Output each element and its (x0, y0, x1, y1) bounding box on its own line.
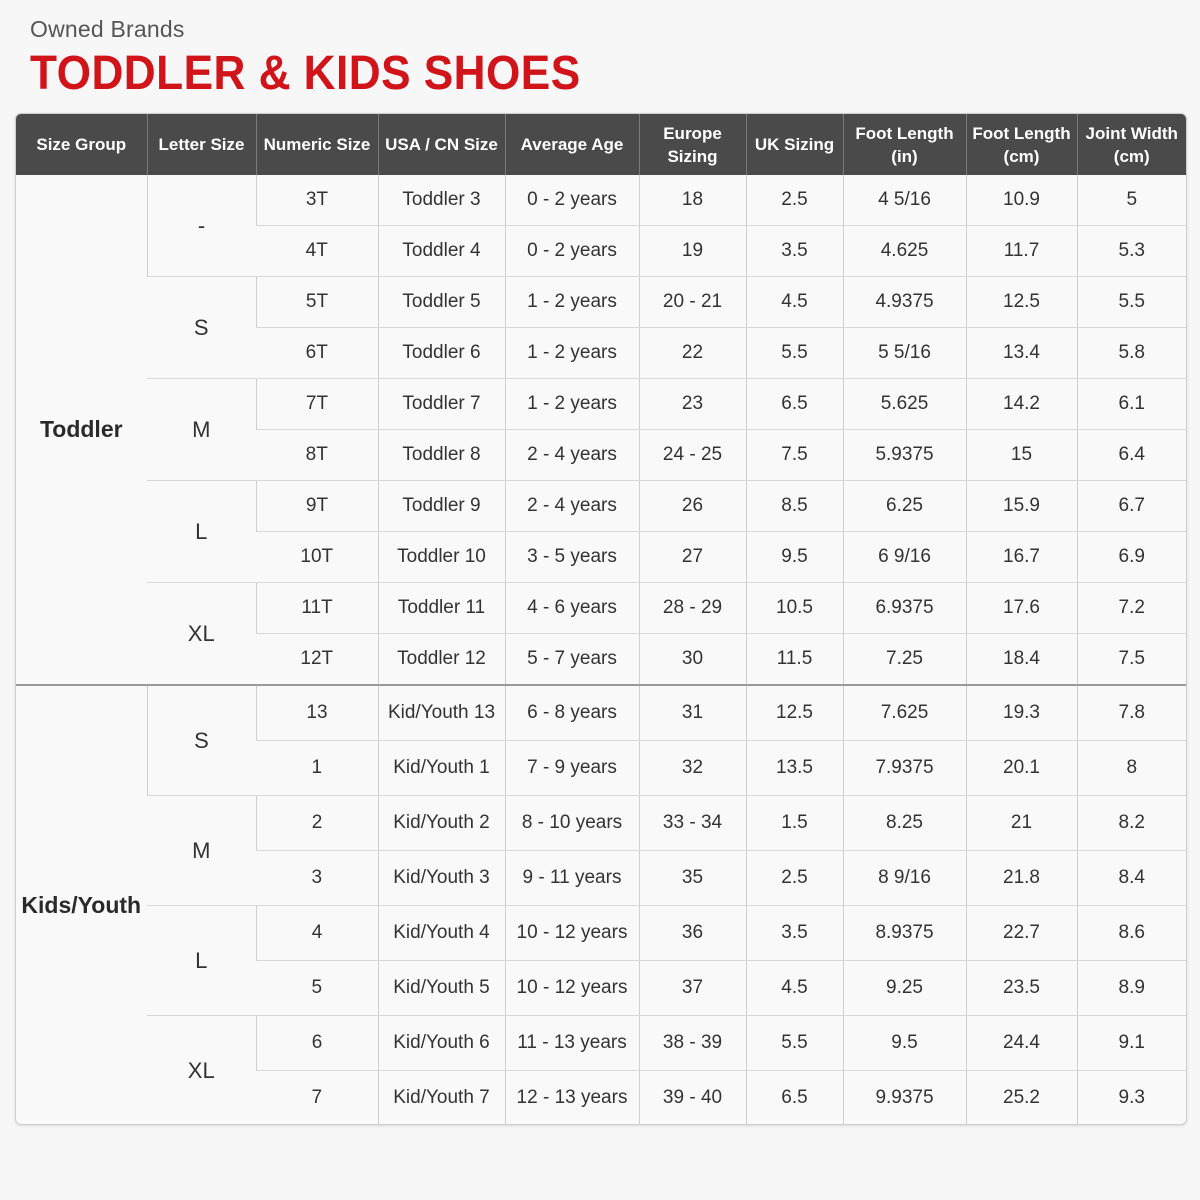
foot-length-cm-cell: 10.9 (966, 175, 1077, 226)
numeric-size-cell: 11T (256, 583, 378, 634)
europe-size-cell: 32 (639, 741, 746, 796)
letter-size-cell: XL (147, 1016, 256, 1126)
average-age-cell: 2 - 4 years (505, 481, 639, 532)
joint-width-cm-cell: 7.8 (1077, 685, 1186, 741)
uk-size-cell: 1.5 (746, 796, 843, 851)
usa-cn-size-cell: Toddler 12 (378, 634, 505, 686)
foot-length-cm-cell: 12.5 (966, 277, 1077, 328)
numeric-size-cell: 3T (256, 175, 378, 226)
europe-size-cell: 23 (639, 379, 746, 430)
average-age-cell: 8 - 10 years (505, 796, 639, 851)
foot-length-in-cell: 5 5/16 (843, 328, 966, 379)
foot-length-in-cell: 8 9/16 (843, 851, 966, 906)
foot-length-in-cell: 7.9375 (843, 741, 966, 796)
letter-size-cell: M (147, 379, 256, 481)
joint-width-cm-cell: 8.4 (1077, 851, 1186, 906)
europe-size-cell: 22 (639, 328, 746, 379)
average-age-cell: 12 - 13 years (505, 1071, 639, 1126)
numeric-size-cell: 5T (256, 277, 378, 328)
column-header: USA / CN Size (378, 114, 505, 175)
europe-size-cell: 18 (639, 175, 746, 226)
usa-cn-size-cell: Kid/Youth 4 (378, 906, 505, 961)
joint-width-cm-cell: 6.9 (1077, 532, 1186, 583)
average-age-cell: 1 - 2 years (505, 379, 639, 430)
usa-cn-size-cell: Kid/Youth 1 (378, 741, 505, 796)
table-row (16, 175, 1186, 226)
joint-width-cm-cell: 6.7 (1077, 481, 1186, 532)
joint-width-cm-cell: 7.5 (1077, 634, 1186, 686)
numeric-size-cell: 6T (256, 328, 378, 379)
usa-cn-size-cell: Toddler 10 (378, 532, 505, 583)
numeric-size-cell: 2 (256, 796, 378, 851)
foot-length-in-cell: 4.9375 (843, 277, 966, 328)
foot-length-cm-cell: 21.8 (966, 851, 1077, 906)
foot-length-in-cell: 4 5/16 (843, 175, 966, 226)
uk-size-cell: 12.5 (746, 685, 843, 741)
size-group-cell: Kids/Youth (16, 685, 147, 1125)
usa-cn-size-cell: Kid/Youth 5 (378, 961, 505, 1016)
joint-width-cm-cell: 8.2 (1077, 796, 1186, 851)
joint-width-cm-cell: 8.6 (1077, 906, 1186, 961)
size-chart-card (15, 113, 1187, 1125)
table-row (16, 796, 1186, 851)
foot-length-cm-cell: 25.2 (966, 1071, 1077, 1126)
page-title: TODDLER & KIDS SHOES (30, 47, 581, 100)
joint-width-cm-cell: 8.9 (1077, 961, 1186, 1016)
column-header: Average Age (505, 114, 639, 175)
joint-width-cm-cell: 5.8 (1077, 328, 1186, 379)
uk-size-cell: 4.5 (746, 961, 843, 1016)
foot-length-in-cell: 8.9375 (843, 906, 966, 961)
column-header: Size Group (16, 114, 147, 175)
europe-size-cell: 20 - 21 (639, 277, 746, 328)
usa-cn-size-cell: Toddler 11 (378, 583, 505, 634)
size-chart-body (16, 175, 1186, 1125)
average-age-cell: 0 - 2 years (505, 226, 639, 277)
uk-size-cell: 3.5 (746, 226, 843, 277)
average-age-cell: 3 - 5 years (505, 532, 639, 583)
letter-size-cell: XL (147, 583, 256, 686)
europe-size-cell: 31 (639, 685, 746, 741)
numeric-size-cell: 10T (256, 532, 378, 583)
europe-size-cell: 24 - 25 (639, 430, 746, 481)
average-age-cell: 7 - 9 years (505, 741, 639, 796)
table-row (16, 481, 1186, 532)
foot-length-cm-cell: 20.1 (966, 741, 1077, 796)
uk-size-cell: 3.5 (746, 906, 843, 961)
column-header: Numeric Size (256, 114, 378, 175)
numeric-size-cell: 4 (256, 906, 378, 961)
column-header: Joint Width (cm) (1077, 114, 1186, 175)
average-age-cell: 6 - 8 years (505, 685, 639, 741)
column-header: Europe Sizing (639, 114, 746, 175)
europe-size-cell: 38 - 39 (639, 1016, 746, 1071)
numeric-size-cell: 7T (256, 379, 378, 430)
foot-length-cm-cell: 15.9 (966, 481, 1077, 532)
uk-size-cell: 11.5 (746, 634, 843, 686)
column-header: Letter Size (147, 114, 256, 175)
foot-length-in-cell: 6.9375 (843, 583, 966, 634)
average-age-cell: 9 - 11 years (505, 851, 639, 906)
joint-width-cm-cell: 6.1 (1077, 379, 1186, 430)
uk-size-cell: 9.5 (746, 532, 843, 583)
foot-length-cm-cell: 15 (966, 430, 1077, 481)
header-row (16, 114, 1186, 175)
foot-length-cm-cell: 18.4 (966, 634, 1077, 686)
numeric-size-cell: 7 (256, 1071, 378, 1126)
usa-cn-size-cell: Toddler 9 (378, 481, 505, 532)
joint-width-cm-cell: 5.5 (1077, 277, 1186, 328)
usa-cn-size-cell: Kid/Youth 13 (378, 685, 505, 741)
joint-width-cm-cell: 7.2 (1077, 583, 1186, 634)
size-chart-table (16, 114, 1186, 1125)
letter-size-cell: L (147, 481, 256, 583)
foot-length-in-cell: 9.9375 (843, 1071, 966, 1126)
europe-size-cell: 19 (639, 226, 746, 277)
numeric-size-cell: 3 (256, 851, 378, 906)
europe-size-cell: 30 (639, 634, 746, 686)
numeric-size-cell: 12T (256, 634, 378, 686)
table-row (16, 379, 1186, 430)
table-row (16, 277, 1186, 328)
letter-size-cell: S (147, 685, 256, 796)
letter-size-cell: S (147, 277, 256, 379)
europe-size-cell: 36 (639, 906, 746, 961)
numeric-size-cell: 9T (256, 481, 378, 532)
usa-cn-size-cell: Kid/Youth 7 (378, 1071, 505, 1126)
foot-length-in-cell: 4.625 (843, 226, 966, 277)
brand-label: Owned Brands (30, 16, 185, 42)
foot-length-in-cell: 6 9/16 (843, 532, 966, 583)
joint-width-cm-cell: 9.3 (1077, 1071, 1186, 1126)
joint-width-cm-cell: 6.4 (1077, 430, 1186, 481)
uk-size-cell: 5.5 (746, 328, 843, 379)
foot-length-in-cell: 7.625 (843, 685, 966, 741)
foot-length-in-cell: 7.25 (843, 634, 966, 686)
usa-cn-size-cell: Toddler 3 (378, 175, 505, 226)
foot-length-in-cell: 5.9375 (843, 430, 966, 481)
foot-length-in-cell: 9.25 (843, 961, 966, 1016)
table-row (16, 583, 1186, 634)
average-age-cell: 4 - 6 years (505, 583, 639, 634)
foot-length-cm-cell: 23.5 (966, 961, 1077, 1016)
foot-length-cm-cell: 19.3 (966, 685, 1077, 741)
europe-size-cell: 26 (639, 481, 746, 532)
column-header: Foot Length (in) (843, 114, 966, 175)
europe-size-cell: 27 (639, 532, 746, 583)
average-age-cell: 10 - 12 years (505, 961, 639, 1016)
size-group-cell: Toddler (39, 416, 123, 442)
joint-width-cm-cell: 5 (1077, 175, 1186, 226)
column-header: UK Sizing (746, 114, 843, 175)
joint-width-cm-cell: 9.1 (1077, 1016, 1186, 1071)
europe-size-cell: 39 - 40 (639, 1071, 746, 1126)
numeric-size-cell: 8T (256, 430, 378, 481)
usa-cn-size-cell: Toddler 7 (378, 379, 505, 430)
usa-cn-size-cell: Toddler 8 (378, 430, 505, 481)
uk-size-cell: 2.5 (746, 175, 843, 226)
numeric-size-cell: 1 (256, 741, 378, 796)
average-age-cell: 1 - 2 years (505, 277, 639, 328)
uk-size-cell: 13.5 (746, 741, 843, 796)
usa-cn-size-cell: Toddler 4 (378, 226, 505, 277)
average-age-cell: 1 - 2 years (505, 328, 639, 379)
table-row (16, 906, 1186, 961)
average-age-cell: 11 - 13 years (505, 1016, 639, 1071)
uk-size-cell: 2.5 (746, 851, 843, 906)
usa-cn-size-cell: Kid/Youth 6 (378, 1016, 505, 1071)
letter-size-cell: - (147, 175, 256, 277)
numeric-size-cell: 6 (256, 1016, 378, 1071)
table-row (16, 685, 1186, 741)
average-age-cell: 2 - 4 years (505, 430, 639, 481)
europe-size-cell: 37 (639, 961, 746, 1016)
usa-cn-size-cell: Toddler 6 (378, 328, 505, 379)
foot-length-cm-cell: 21 (966, 796, 1077, 851)
usa-cn-size-cell: Kid/Youth 2 (378, 796, 505, 851)
numeric-size-cell: 5 (256, 961, 378, 1016)
letter-size-cell: L (147, 906, 256, 1016)
uk-size-cell: 6.5 (746, 379, 843, 430)
joint-width-cm-cell: 8 (1077, 741, 1186, 796)
uk-size-cell: 4.5 (746, 277, 843, 328)
usa-cn-size-cell: Toddler 5 (378, 277, 505, 328)
joint-width-cm-cell: 5.3 (1077, 226, 1186, 277)
average-age-cell: 0 - 2 years (505, 175, 639, 226)
foot-length-cm-cell: 22.7 (966, 906, 1077, 961)
europe-size-cell: 33 - 34 (639, 796, 746, 851)
foot-length-in-cell: 5.625 (843, 379, 966, 430)
foot-length-cm-cell: 14.2 (966, 379, 1077, 430)
uk-size-cell: 6.5 (746, 1071, 843, 1126)
uk-size-cell: 7.5 (746, 430, 843, 481)
foot-length-cm-cell: 13.4 (966, 328, 1077, 379)
numeric-size-cell: 13 (256, 685, 378, 741)
foot-length-in-cell: 9.5 (843, 1016, 966, 1071)
foot-length-in-cell: 8.25 (843, 796, 966, 851)
europe-size-cell: 35 (639, 851, 746, 906)
average-age-cell: 5 - 7 years (505, 634, 639, 686)
foot-length-in-cell: 6.25 (843, 481, 966, 532)
average-age-cell: 10 - 12 years (505, 906, 639, 961)
uk-size-cell: 10.5 (746, 583, 843, 634)
numeric-size-cell: 4T (256, 226, 378, 277)
uk-size-cell: 5.5 (746, 1016, 843, 1071)
letter-size-cell: M (147, 796, 256, 906)
table-row (16, 1016, 1186, 1071)
uk-size-cell: 8.5 (746, 481, 843, 532)
usa-cn-size-cell: Kid/Youth 3 (378, 851, 505, 906)
foot-length-cm-cell: 11.7 (966, 226, 1077, 277)
foot-length-cm-cell: 17.6 (966, 583, 1077, 634)
foot-length-cm-cell: 16.7 (966, 532, 1077, 583)
column-header: Foot Length (cm) (966, 114, 1077, 175)
foot-length-cm-cell: 24.4 (966, 1016, 1077, 1071)
europe-size-cell: 28 - 29 (639, 583, 746, 634)
